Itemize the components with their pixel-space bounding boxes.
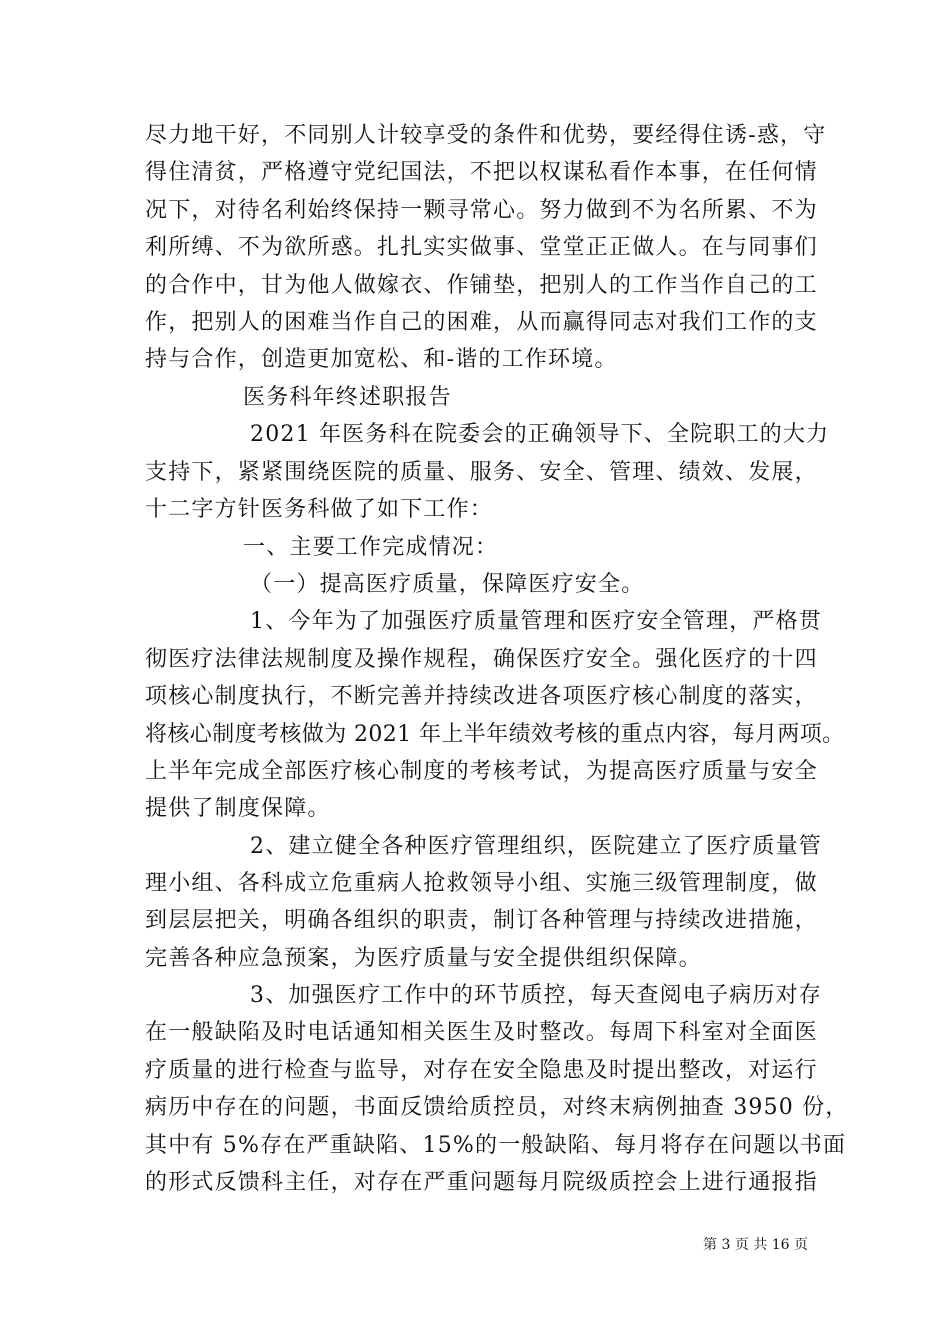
section-title: 医务科年终述职报告 <box>243 385 452 410</box>
text-line: 支持下，紧紧围绕医院的质量、服务、安全、管理、绩效、发展， <box>145 460 818 485</box>
text-line: 病历中存在的问题，书面反馈给质控员，对终末病例抽查 3950 份， <box>145 1095 849 1120</box>
text-line: 理小组、各科成立危重病人抢救领导小组、实施三级管理制度，做 <box>145 871 818 896</box>
text-line: 作，把别人的困难当作自己的困难，从而赢得同志对我们工作的支 <box>145 310 818 335</box>
text-line: 在一般缺陷及时电话通知相关医生及时整改。每周下科室对全面医 <box>145 1020 818 1045</box>
subheading-line: （一）提高医疗质量，保障医疗安全。 <box>250 572 645 597</box>
text-line: 2、建立健全各种医疗管理组织，医院建立了医疗质量管 <box>250 834 822 859</box>
text-line: 彻医疗法律法规制度及操作规程，确保医疗安全。强化医疗的十四 <box>145 647 818 672</box>
text-line: 3、加强医疗工作中的环节质控，每天查阅电子病历对存 <box>250 983 822 1008</box>
page-number: 第 3 页 共 16 页 <box>703 1237 808 1253</box>
text-line: 项核心制度执行，不断完善并持续改进各项医疗核心制度的落实， <box>145 684 818 709</box>
text-line: 到层层把关，明确各组织的职责，制订各种管理与持续改进措施， <box>145 908 818 933</box>
text-line: 1、今年为了加强医疗质量管理和医疗安全管理，严格贯 <box>250 609 822 634</box>
text-line: 十二字方针医务科做了如下工作： <box>145 497 494 522</box>
heading-line: 一、主要工作完成情况： <box>243 535 499 560</box>
text-line: 持与合作，创造更加宽松、和-谐的工作环境。 <box>145 347 618 372</box>
text-line: 尽力地干好，不同别人计较享受的条件和优势，要经得住诱-惑，守 <box>145 123 827 148</box>
text-line: 疗质量的进行检查与监导，对存在安全隐患及时提出整改，对运行 <box>145 1058 818 1083</box>
text-line: 得住清贫，严格遵守党纪国法，不把以权谋私看作本事，在任何情 <box>145 160 818 185</box>
text-line: 上半年完成全部医疗核心制度的考核考试，为提高医疗质量与安全 <box>145 759 818 784</box>
text-line: 其中有 5%存在严重缺陷、15%的一般缺陷、每月将存在问题以书面 <box>145 1133 847 1158</box>
text-line: 提供了制度保障。 <box>145 796 331 821</box>
text-line: 完善各种应急预案，为医疗质量与安全提供组织保障。 <box>145 946 702 971</box>
text-line: 将核心制度考核做为 2021 年上半年绩效考核的重点内容，每月两项。 <box>145 722 845 747</box>
text-line: 利所缚、不为欲所惑。扎扎实实做事、堂堂正正做人。在与同事们 <box>145 235 818 260</box>
text-line: 的合作中，甘为他人做嫁衣、作铺垫，把别人的工作当作自己的工 <box>145 273 818 298</box>
text-line: 的形式反馈科主任，对存在严重问题每月院级质控会上进行通报指 <box>145 1170 818 1195</box>
text-line: 况下，对待名利始终保持一颗寻常心。努力做到不为名所累、不为 <box>145 198 818 223</box>
text-line: 2021 年医务科在院委会的正确领导下、全院职工的大力 <box>250 422 830 447</box>
